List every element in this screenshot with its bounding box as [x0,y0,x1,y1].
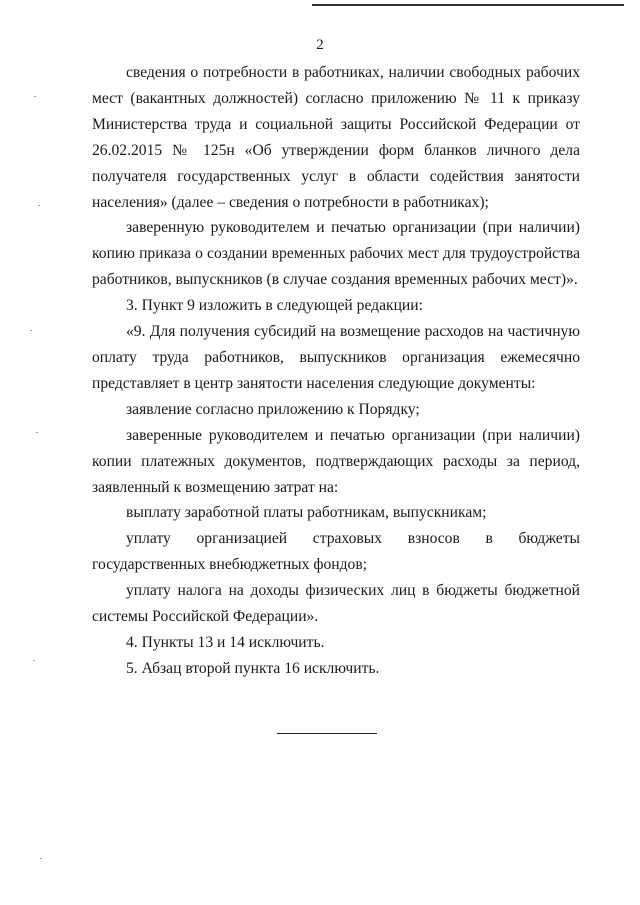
scan-speck [40,858,42,859]
scan-speck [34,96,36,97]
paragraph-item-9: «9. Для получения субсидий на возмещение расходов на частичную оплату труда работников, выпускников организация ежемесячно представляет в центр занятости населения следующие документы: [92,323,580,392]
paragraph-payment-copies: заверенные руководителем и печатью организации (при наличии) копии платежных документов, подтверждающих расходы за период, заявленный к возмещению затрат на: [92,426,580,496]
scan-speck [33,660,35,661]
page-number: 2 [316,37,324,53]
paragraph-item-3: 3. Пункт 9 изложить в следующей редакции: [126,297,423,315]
document-body [92,60,580,682]
paragraph-application: заявление согласно приложению к Порядку; [126,400,420,418]
paragraph-income-tax: уплату налога на доходы физических лиц в бюджеты бюджетной системы Российской Федерации». [92,582,580,626]
top-rule [312,4,624,6]
paragraph-item-4: 4. Пункты 13 и 14 исключить. [126,633,325,651]
paragraph-temp-jobs-order: заверенную руководителем и печатью организации (при наличии) копию приказа о создании временных рабочих мест для трудоустройства работников, выпускников (в случае создания временных рабочих мест)». [92,219,580,289]
paragraph-item-5: 5. Абзац второй пункта 16 исключить. [126,659,380,677]
scan-speck [36,432,38,433]
scan-speck [30,330,32,331]
paragraph-wages: выплату заработной платы работникам, выпускникам; [126,504,487,522]
scan-speck [38,205,40,206]
paragraph-vacancy-info: сведения о потребности в работниках, наличии свободных рабочих мест (вакантных должностей) согласно приложению № 11 к приказу Министерства труда и социальной защиты Российской Федерации от 26.02.2015 № 125н «Об утверждении форм бланков личного дела получателя государственных услуг в области содействия занятости населения» (далее – сведения о потребности в работниках); [92,64,580,211]
closing-rule [277,733,377,734]
paragraph-insurance: уплату организацией страховых взносов в бюджеты государственных внебюджетных фондов; [92,530,580,574]
